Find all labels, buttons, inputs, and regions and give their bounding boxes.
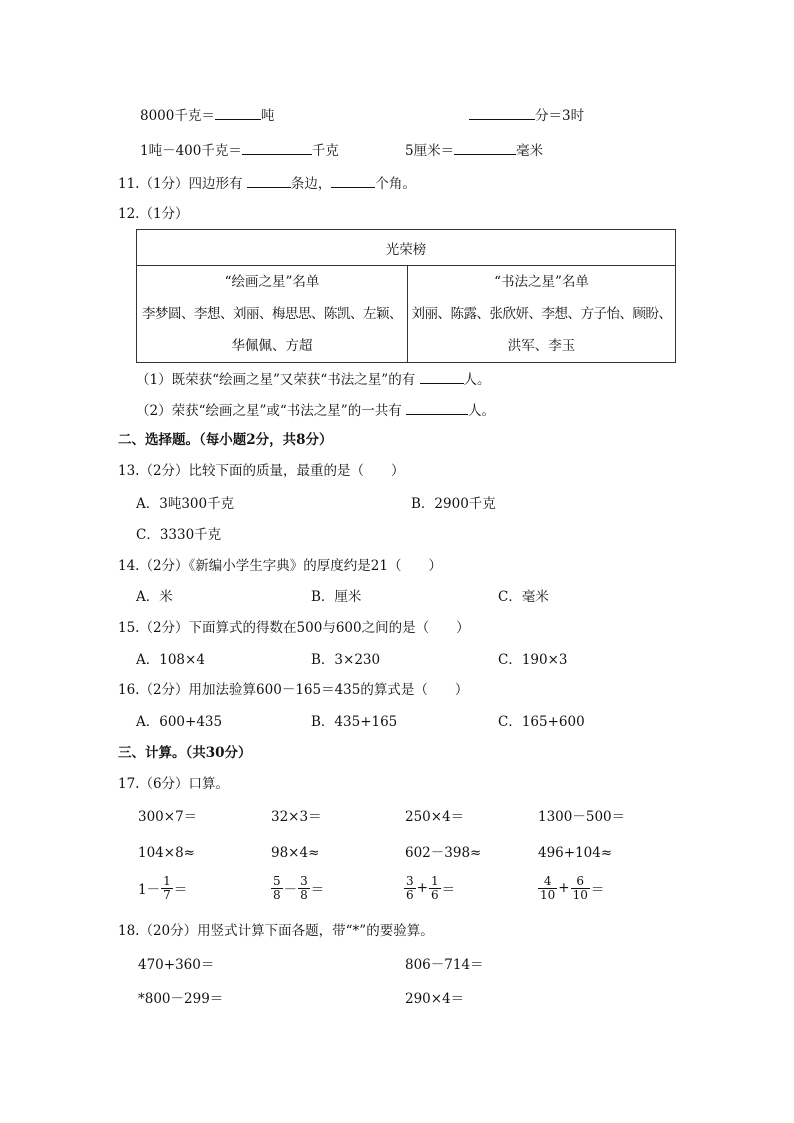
calligraphy-stars-cell xyxy=(408,266,676,363)
operator: 1－ xyxy=(138,882,161,898)
oral-calc-item: 496+104≈ xyxy=(538,845,613,861)
numerator: 3 xyxy=(300,873,308,888)
answer-blank[interactable] xyxy=(215,106,261,120)
q10-text: 1吨－400千克＝ xyxy=(140,143,242,159)
denominator: 8 xyxy=(273,887,281,902)
oral-calc-item: 300×7＝ xyxy=(138,809,198,825)
answer-blank[interactable] xyxy=(469,106,535,120)
oral-calc-item: 250×4＝ xyxy=(405,809,465,825)
q11-text: 个角。 xyxy=(375,176,416,192)
oral-calc-item: 98×4≈ xyxy=(271,845,320,861)
section-3-title: 三、计算。（共30分） xyxy=(118,745,252,761)
calligraphy-stars-header: “书法之星”名单 xyxy=(494,274,589,290)
q16-stem: 16.（2分）用加法验算600－165＝435的算式是（ ） xyxy=(118,682,469,698)
q15-option-a[interactable]: A．108×4 xyxy=(136,652,205,668)
q10-text: 分＝3时 xyxy=(535,108,585,124)
equals-sign: ＝ xyxy=(441,882,456,898)
oral-calc-fraction-item xyxy=(537,874,604,902)
oral-calc-item: 1300－500＝ xyxy=(538,809,626,825)
q17-stem: 17.（6分）口算。 xyxy=(118,776,230,792)
q16-option-c[interactable]: C．165+600 xyxy=(498,714,585,730)
equals-sign: ＝ xyxy=(590,882,605,898)
vertical-calc-item: 470+360＝ xyxy=(138,957,215,973)
q16-option-a[interactable]: A．600+435 xyxy=(136,714,223,730)
fraction xyxy=(298,875,310,902)
q11-text: 条边， xyxy=(290,176,332,192)
oral-calc-item: 602－398≈ xyxy=(405,845,482,861)
oral-calc-fraction-item xyxy=(138,874,187,902)
q13-option-b[interactable]: B．2900千克 xyxy=(411,496,496,512)
q10-line2-right xyxy=(405,141,543,160)
fraction xyxy=(571,875,590,902)
fraction xyxy=(429,875,441,902)
operator: － xyxy=(283,882,298,898)
denominator: 8 xyxy=(300,887,308,902)
q10-line1-left xyxy=(140,106,274,125)
equals-sign: ＝ xyxy=(173,882,188,898)
q10-text: 千克 xyxy=(311,143,339,159)
numerator: 3 xyxy=(406,873,414,888)
oral-calc-fraction-item xyxy=(270,874,324,902)
fraction xyxy=(404,875,416,902)
denominator: 10 xyxy=(540,887,556,902)
oral-calc-item: 104×8≈ xyxy=(138,845,195,861)
numerator: 5 xyxy=(273,873,281,888)
q12-text: 人。 xyxy=(468,403,495,419)
answer-blank[interactable] xyxy=(331,174,375,188)
answer-blank[interactable] xyxy=(247,174,291,188)
q12-text: （2）荣获“绘画之星”或“书法之星”的一共有 xyxy=(136,403,402,419)
q10-line2-left xyxy=(140,141,339,160)
painting-stars-names-1: 李梦圆、李想、刘丽、梅思思、陈凯、左颖、 xyxy=(142,306,402,322)
q14-stem: 14.（2分）《新编小学生字典》的厚度约是21（ ） xyxy=(118,558,442,574)
q16-option-b[interactable]: B．435+165 xyxy=(311,714,398,730)
honor-roll-title: 光荣榜 xyxy=(137,230,676,266)
q11-text: 11.（1分）四边形有 xyxy=(118,176,243,192)
vertical-calc-item: *800－299＝ xyxy=(138,991,224,1007)
q14-option-b[interactable]: B．厘米 xyxy=(311,589,362,605)
numerator: 1 xyxy=(163,873,171,888)
q14-option-c[interactable]: C．毫米 xyxy=(498,589,549,605)
honor-roll-table xyxy=(136,229,676,363)
answer-blank[interactable] xyxy=(406,401,468,415)
painting-stars-cell xyxy=(137,266,408,363)
q11 xyxy=(118,174,416,193)
q10-text: 吨 xyxy=(260,108,275,124)
q12-text: 人。 xyxy=(463,372,491,388)
q10-line1-right xyxy=(469,106,584,125)
answer-blank[interactable] xyxy=(420,370,464,384)
q10-text: 毫米 xyxy=(516,143,544,159)
operator: + xyxy=(558,880,570,896)
equals-sign: ＝ xyxy=(310,882,325,898)
vertical-calc-item: 806－714＝ xyxy=(405,957,484,973)
painting-stars-names-2: 华佩佩、方超 xyxy=(231,338,313,354)
q12-head: 12.（1分） xyxy=(118,206,189,222)
answer-blank[interactable] xyxy=(242,141,312,155)
numerator: 1 xyxy=(430,873,439,888)
q15-stem: 15.（2分）下面算式的得数在500与600之间的是（ ） xyxy=(118,620,470,636)
numerator: 4 xyxy=(538,875,557,889)
q10-text: 8000千克＝ xyxy=(140,108,215,124)
oral-calc-item: 32×3＝ xyxy=(271,809,322,825)
denominator: 6 xyxy=(430,887,439,902)
answer-blank[interactable] xyxy=(454,141,516,155)
vertical-calc-item: 290×4＝ xyxy=(405,991,465,1007)
q15-option-b[interactable]: B．3×230 xyxy=(311,652,381,668)
fraction xyxy=(538,875,557,902)
denominator: 7 xyxy=(163,887,171,902)
q13-option-a[interactable]: A．3吨300千克 xyxy=(136,496,235,512)
q10-text: 5厘米＝ xyxy=(405,143,455,159)
denominator: 10 xyxy=(572,887,588,902)
oral-calc-fraction-item xyxy=(403,874,455,902)
fraction xyxy=(161,875,173,902)
painting-stars-header: “绘画之星”名单 xyxy=(224,274,320,290)
numerator: 6 xyxy=(571,875,590,889)
denominator: 6 xyxy=(406,887,414,902)
q18-stem: 18.（20分）用竖式计算下面各题，带“*”的要验算。 xyxy=(118,923,434,939)
section-2-title: 二、选择题。（每小题2分，共8分） xyxy=(118,432,333,448)
q13-option-c[interactable]: C．3330千克 xyxy=(136,527,222,543)
q13-stem: 13.（2分）比较下面的质量，最重的是（ ） xyxy=(118,463,405,479)
q14-option-a[interactable]: A．米 xyxy=(136,589,173,605)
calligraphy-stars-names-1: 刘丽、陈露、张欣妍、李想、方子怡、顾盼、 xyxy=(411,306,672,322)
q15-option-c[interactable]: C．190×3 xyxy=(498,652,568,668)
q12-text: （1）既荣获“绘画之星”又荣获“书法之星”的有 xyxy=(136,372,416,388)
fraction xyxy=(271,875,283,902)
calligraphy-stars-names-2: 洪军、李玉 xyxy=(507,338,576,354)
q12-sub2 xyxy=(136,401,495,420)
operator: + xyxy=(416,880,428,896)
q12-sub1 xyxy=(136,370,491,389)
